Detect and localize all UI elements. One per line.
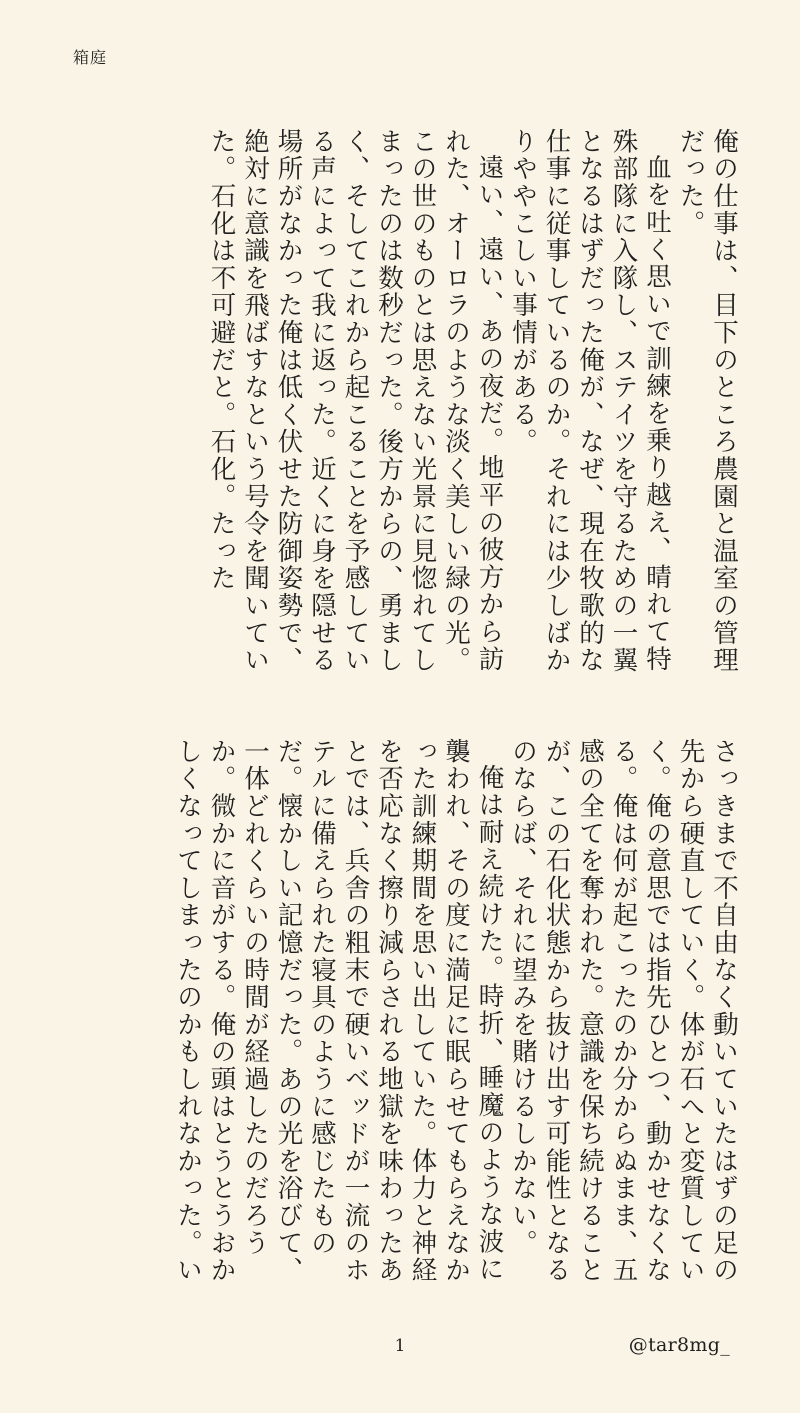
paragraph: 俺は耐え続けた。時折、睡魔のような波に襲われ、その度に満足に眠らせてもらえなかった訓練期間を思い出していた。体力と神経を否応なく擦り減らされる地獄を味わったあとでは、兵舎の粗末で硬いベッドが一流のホテルに備えられた寝具のように感じたものだ。懐かしい記憶だった。あの光を浴びて、一体どれくらいの時間が経過したのだろうか。微かに音がする。俺の頭はとうとうおかしくなってしまったのかもしれなかった。い (173, 738, 505, 1284)
paragraph: 血を吐く思いで訓練を乗り越え、晴れて特殊部隊に入隊し、ステイツを守るための一翼となるはずだった俺が、なぜ、現在牧歌的な仕事に従事しているのか。それには少しばかりややこしい事情がある。 (508, 128, 672, 674)
paragraph: 俺の仕事は、目下のところ農園と温室の管理だった。 (675, 128, 739, 674)
text-block-top (40, 128, 740, 688)
author-credit: @tar8mg_ (628, 1334, 730, 1356)
header-title: 箱庭 (73, 48, 108, 67)
paragraph: さっきまで不自由なく動いていたはずの足の先から硬直していく。体が石へと変質していく。俺の意思では指先ひとつ、動かせなくなる。俺は何が起こったのか分からぬまま、五感の全てを奪われた。意識を保ち続けることが、この石化状態から抜け出す可能性となるのならば、それに望みを賭けるしかない。 (508, 738, 739, 1284)
page-number: 1 (394, 1336, 406, 1356)
paragraph: 遠い、遠い、あの夜だ。地平の彼方から訪れた、オーロラのような淡く美しい緑の光。この世のものとは思えない光景に見惚れてしまったのは数秒だった。後方からの、勇ましく、そしてこれから起こることを予感している声によって我に返った。近くに身を隠せる場所がなかった俺は低く伏せた防御姿勢で、絶対に意識を飛ばすなという号令を聞いていた。石化は不可避だと。石化。たった (206, 128, 505, 674)
text-block-bottom (40, 738, 740, 1298)
